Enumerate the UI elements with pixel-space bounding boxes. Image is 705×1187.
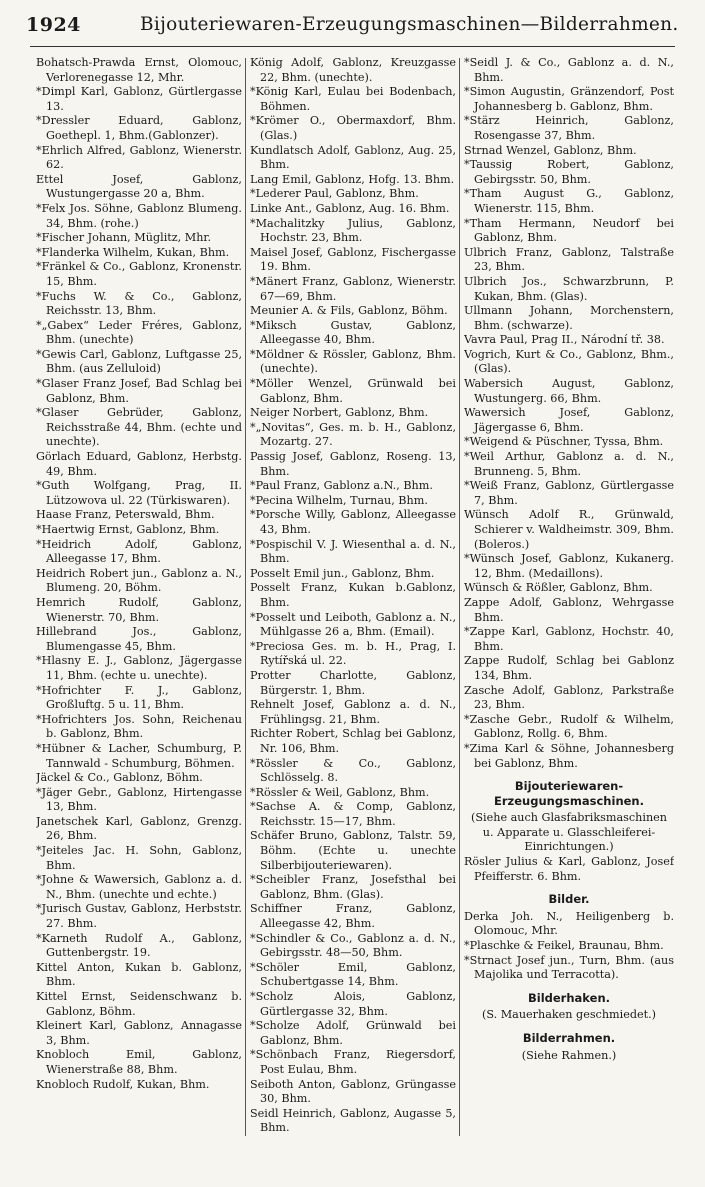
directory-entry: Vogrich, Kurt & Co., Gablonz, Bhm., (Glas). [464,347,674,376]
directory-entry: *Seidl J. & Co., Gablonz a. d. N., Bhm. [464,56,674,84]
directory-entry: *Möller Wenzel, Grünwald bei Gablonz, Bhm. [250,377,456,405]
directory-entry: *Glaser Franz Josef, Bad Schlag bei Gablonz, Bhm. [36,377,242,405]
directory-entry: *Rössler & Co., Gablonz, Schlösselg. 8. [250,756,456,785]
directory-entry: *Fränkel & Co., Gablonz, Kronenstr. 15, Bhm. [36,260,242,288]
directory-entry: Hemrich Rudolf, Gablonz, Wienerstr. 70, Bhm. [36,595,242,624]
directory-entry: *Zima Karl & Söhne, Johannesberg bei Gablonz, Bhm. [464,741,674,770]
directory-entry: Bohatsch-Prawda Ernst, Olomouc, Verlorenegasse 12, Mhr. [36,56,242,84]
directory-entry: *Paul Franz, Gablonz a.N., Bhm. [250,479,433,493]
directory-entry: *Pospischil V. J. Wiesenthal a. d. N., Bhm. [250,537,456,566]
directory-entry: *Posselt und Leiboth, Gablonz a. N., Mühlgasse 26 a, Bhm. (Email). [250,610,456,639]
directory-entry: Jäckel & Co., Gablonz, Böhm. [36,771,203,785]
directory-entry: Richter Robert, Schlag bei Gablonz, Nr. 106, Bhm. [250,727,456,755]
directory-entry: Meunier A. & Fils, Gablonz, Böhm. [250,304,448,318]
section-heading: Bilderrahmen. [522,1031,616,1045]
directory-entry: Wabersich August, Gablonz, Wustungerg. 66, Bhm. [464,377,674,405]
directory-entry: *Hofrichter F. J., Gablonz, Großluftg. 5 u. 11, Bhm. [36,683,242,712]
directory-entry: *Taussig Robert, Gablonz, Gebirgsstr. 50, Bhm. [464,158,674,186]
directory-entry: *Hofrichters Jos. Sohn, Reichenau b. Gablonz, Bhm. [36,712,242,741]
directory-entry: *Dimpl Karl, Gablonz, Gürtlergasse 13. [36,85,242,113]
directory-entry: *Flanderka Wilhelm, Kukan, Bhm. [36,245,230,259]
directory-entry: *Zasche Gebr., Rudolf & Wilhelm, Gablonz, Rollg. 6, Bhm. [464,712,674,741]
cross-reference-note: (Siehe auch Glasfabriksmaschinen u. Apparate u. Glasschleiferei-Einrichtungen.) [471,811,667,854]
directory-entry: Strnad Wenzel, Gablonz, Bhm. [464,143,637,157]
directory-entry: *Schönbach Franz, Riegersdorf, Post Eulau, Bhm. [250,1048,456,1076]
directory-entry: *Karneth Rudolf A., Gablonz, Guttenbergstr. 19. [36,931,242,960]
directory-entry: *Weil Arthur, Gablonz a. d. N., Brunneng. 5, Bhm. [464,450,674,478]
directory-entry: Wawersich Josef, Gablonz, Jägergasse 6, Bhm. [464,406,674,434]
directory-entry: Kittel Anton, Kukan b. Gablonz, Bhm. [36,960,242,989]
directory-entry: *Johne & Wawersich, Gablonz a. d. N., Bhm. (unechte und echte.) [36,873,242,901]
column-3 [464,56,674,1136]
directory-entry: *Stärz Heinrich, Gablonz, Rosengasse 37, Bhm. [464,114,674,142]
directory-entry: Seidl Heinrich, Gablonz, Augasse 5, Bhm. [250,1106,456,1135]
directory-entry: *Felx Jos. Söhne, Gablonz Blumeng. 34, Bhm. (rohe.) [36,201,242,230]
directory-entry: *Tham Hermann, Neudorf bei Gablonz, Bhm. [464,216,674,245]
directory-entry: Zappe Adolf, Gablonz, Wehrgasse Bhm. [464,595,674,624]
directory-entry: Janetschek Karl, Gablonz, Grenzg. 26, Bhm. [36,814,242,843]
directory-entry: Wünsch Adolf R., Grünwald, Schierer v. Waldheimstr. 309, Bhm. (Boleros.) [464,508,674,551]
directory-entry: *König Karl, Eulau bei Bodenbach, Böhmen. [250,85,456,113]
directory-entry: Posselt Emil jun., Gablonz, Bhm. [250,566,435,580]
directory-entry: Vavra Paul, Prag II., Národní tř. 38. [464,333,665,347]
directory-entry: *Mänert Franz, Gablonz, Wienerstr. 67—69, Bhm. [250,274,456,303]
directory-entry: Knobloch Emil, Gablonz, Wienerstraße 88, Bhm. [36,1048,242,1076]
directory-entry: *Fischer Johann, Müglitz, Mhr. [36,231,212,245]
directory-entry: Görlach Eduard, Gablonz, Herbstg. 49, Bhm. [36,450,242,478]
directory-entry: *Heidrich Adolf, Gablonz, Alleegasse 17, Bhm. [36,537,242,566]
column-2 [250,56,456,1136]
cross-reference-note: (S. Mauerhaken geschmiedet.) [481,1008,657,1022]
cross-reference-note: (Siehe Rahmen.) [521,1048,617,1062]
directory-entry: *Tham August G., Gablonz, Wienerstr. 115, Bhm. [464,187,674,215]
directory-entry: *Guth Wolfgang, Prag, II. Lützowova ul. 22 (Türkiswaren). [36,479,242,507]
directory-entry: Haase Franz, Peterswald, Bhm. [36,508,215,522]
directory-entry: *Simon Augustin, Gränzendorf, Post Johannesberg b. Gablonz, Bhm. [464,85,674,113]
section-heading: Bilderhaken. [528,990,610,1005]
directory-entry: Hillebrand Jos., Gablonz, Blumengasse 45, Bhm. [36,625,242,653]
directory-entry: *Scholze Adolf, Grünwald bei Gablonz, Bhm. [250,1019,456,1047]
directory-entry: *Glaser Gebrüder, Gablonz, Reichsstraße 44, Bhm. (echte und unechte). [36,406,242,449]
directory-entry: Seiboth Anton, Gablonz, Grüngasse 30, Bhm. [250,1077,456,1106]
directory-entry: König Adolf, Gablonz, Kreuzgasse 22, Bhm. (unechte). [250,56,456,84]
directory-entry: Linke Ant., Gablonz, Aug. 16. Bhm. [250,201,450,215]
directory-entry: *Plaschke & Feikel, Braunau, Bhm. [464,939,664,953]
directory-entry: *Miksch Gustav, Gablonz, Alleegasse 40, Bhm. [250,318,456,347]
directory-entry: Schiffner Franz, Gablonz, Alleegasse 42, Bhm. [250,902,456,931]
directory-entry: Ullmann Johann, Morchenstern, Bhm. (schwarze). [464,304,674,332]
directory-entry: *Weigend & Püschner, Tyssa, Bhm. [464,435,664,449]
directory-entry: *Gewis Carl, Gablonz, Luftgasse 25, Bhm. (aus Zelluloid) [36,347,242,376]
column-1 [36,56,242,1136]
directory-entry: Neiger Norbert, Gablonz, Bhm. [250,406,429,420]
running-title: Bijouteriewaren-Erzeugungsmaschinen—Bilderrahmen. [140,14,679,35]
page-header [0,0,705,52]
page-number: 1924 [26,14,81,36]
directory-entry: Knobloch Rudolf, Kukan, Bhm. [36,1077,210,1091]
directory-entry: *Jeiteles Jac. H. Sohn, Gablonz, Bhm. [36,844,242,872]
directory-entry: Passig Josef, Gablonz, Roseng. 13, Bhm. [250,450,456,478]
directory-entry: *„Gabex“ Leder Fréres, Gablonz, Bhm. (unechte) [36,318,242,347]
directory-entry: Maisel Josef, Gablonz, Fischergasse 19. Bhm. [250,245,456,274]
directory-entry: *Jurisch Gustav, Gablonz, Herbststr. 27. Bhm. [36,902,242,931]
directory-entry: Schäfer Bruno, Gablonz, Talstr. 59, Böhm. (Echte u. unechte Silberbijouteriewaren). [250,829,456,872]
header-rule [30,46,675,47]
directory-entry: *Preciosa Ges. m. b. H., Prag, I. Rytířská ul. 22. [250,639,456,668]
directory-entry: Kittel Ernst, Seidenschwanz b. Gablonz, Böhm. [36,990,242,1018]
directory-entry: Wünsch & Rößler, Gablonz, Bhm. [464,581,653,595]
directory-entry: Rösler Julius & Karl, Gablonz, Josef Pfeifferstr. 6. Bhm. [464,855,674,883]
directory-entry: *Hübner & Lacher, Schumburg, P. Tannwald - Schumburg, Böhmen. [36,741,242,770]
directory-entry: *Porsche Willy, Gablonz, Alleegasse 43, Bhm. [250,508,456,536]
directory-entry: Kleinert Karl, Gablonz, Annagasse 3, Bhm. [36,1019,242,1047]
directory-entry: *Krömer O., Obermaxdorf, Bhm. (Glas.) [250,114,456,142]
directory-entry: *Jäger Gebr., Gablonz, Hirtengasse 13, Bhm. [36,785,242,814]
directory-entry: *Hlasny E. J., Gablonz, Jägergasse 11, Bhm. (echte u. unechte). [36,654,242,682]
directory-entry: Zasche Adolf, Gablonz, Parkstraße 23, Bhm. [464,683,674,712]
directory-entry: *Rössler & Weil, Gablonz, Bhm. [250,785,430,799]
directory-entry: Ulbrich Franz, Gablonz, Talstraße 23, Bhm. [464,245,674,274]
directory-entry: Derka Joh. N., Heiligenberg b. Olomouc, Mhr. [464,909,674,938]
directory-entry: *Zappe Karl, Gablonz, Hochstr. 40, Bhm. [464,625,674,653]
directory-entry: Rehnelt Josef, Gablonz a. d. N., Frühlingsg. 21, Bhm. [250,698,456,726]
directory-entry: *Dressler Eduard, Gablonz, Goethepl. 1, Bhm.(Gablonzer). [36,114,242,142]
directory-entry: Ulbrich Jos., Schwarzbrunn, P. Kukan, Bhm. (Glas). [464,274,674,303]
directory-entry: *Haertwig Ernst, Gablonz, Bhm. [36,523,220,536]
section-heading: Bijouteriewaren-Erzeugungsmaschinen. [494,779,644,808]
directory-entry: *Schöler Emil, Gablonz, Schubertgasse 14, Bhm. [250,960,456,989]
directory-entry: *Scheibler Franz, Josefsthal bei Gablonz, Bhm. (Glas). [250,873,456,901]
directory-entry: Lang Emil, Gablonz, Hofg. 13. Bhm. [250,172,455,186]
directory-entry: *Strnact Josef jun., Turn, Bhm. (aus Majolika und Terracotta). [464,953,674,982]
section-heading: Bilder. [548,892,590,907]
directory-entry: *Weiß Franz, Gablonz, Gürtlergasse 7, Bhm. [464,479,674,507]
directory-entry: *Lederer Paul, Gablonz, Bhm. [250,187,419,201]
directory-entry: *Wünsch Josef, Gablonz, Kukanerg. 12, Bhm. (Medaillons). [464,552,674,580]
directory-entry: *Scholz Alois, Gablonz, Gürtlergasse 32, Bhm. [250,990,456,1018]
directory-entry: Posselt Franz, Kukan b.Gablonz, Bhm. [250,581,456,609]
directory-entry: *Fuchs W. & Co., Gablonz, Reichsstr. 13, Bhm. [36,289,242,318]
directory-entry: *Schindler & Co., Gablonz a. d. N., Gebirgsstr. 48—50, Bhm. [250,931,456,960]
directory-entry: Kundlatsch Adolf, Gablonz, Aug. 25, Bhm. [250,143,456,172]
directory-entry: Ettel Josef, Gablonz, Wustungergasse 20 a, Bhm. [36,172,242,201]
directory-entry: *Möldner & Rössler, Gablonz, Bhm. (unechte). [250,347,456,376]
directory-entry: Zappe Rudolf, Schlag bei Gablonz 134, Bhm. [464,654,674,682]
directory-entry: *„Novitas“, Ges. m. b. H., Gablonz, Mozartg. 27. [250,420,456,449]
directory-entry: *Pecina Wilhelm, Turnau, Bhm. [250,493,428,507]
directory-entry: *Machalitzky Julius, Gablonz, Hochstr. 23, Bhm. [250,216,456,245]
column-divider [459,58,460,1136]
directory-entry: Heidrich Robert jun., Gablonz a. N., Blumeng. 20, Böhm. [36,566,242,595]
directory-entry: *Ehrlich Alfred, Gablonz, Wienerstr. 62. [36,143,242,172]
directory-entry: *Sachse A. & Comp, Gablonz, Reichsstr. 15—17, Bhm. [250,800,456,828]
directory-entry: Protter Charlotte, Gablonz, Bürgerstr. 1, Bhm. [250,668,456,697]
column-divider [245,58,246,1136]
